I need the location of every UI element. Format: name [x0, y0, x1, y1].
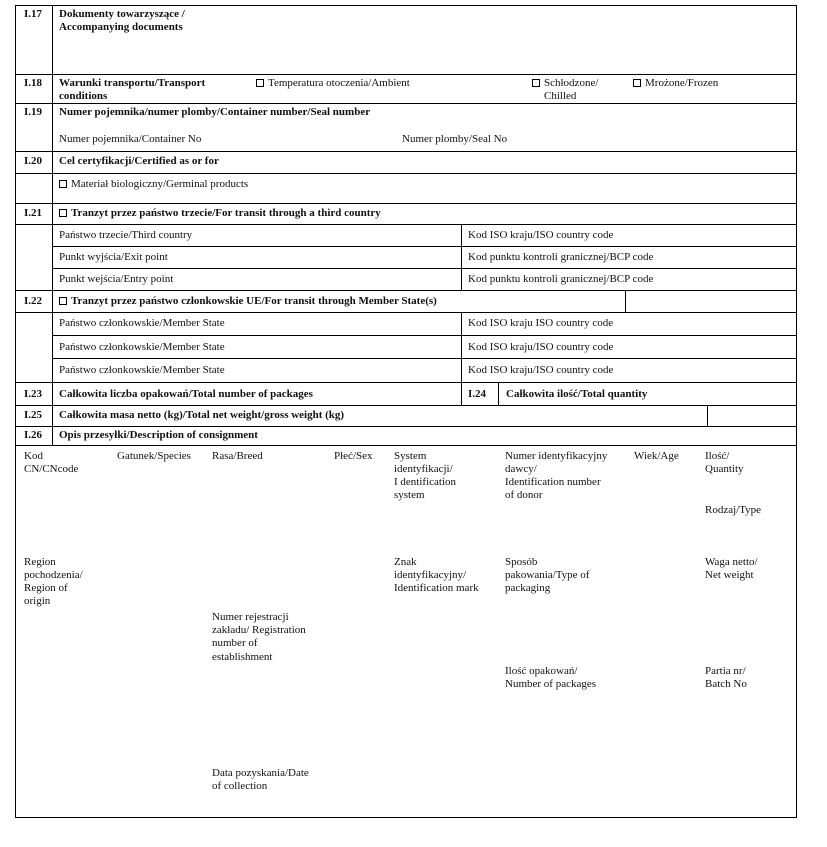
cn-code-header: CN/CNcode — [24, 463, 79, 475]
field-number: I.22 — [24, 295, 43, 307]
third-country-field[interactable]: Państwo trzecie/Third country — [59, 229, 193, 241]
divider — [15, 103, 797, 104]
field-title: Dokumenty towarzyszące / — [59, 8, 185, 20]
packaging-type-header: Sposób — [505, 556, 538, 568]
total-quantity-field[interactable]: Całkowita ilość/Total quantity — [506, 388, 648, 400]
field-title: conditions — [59, 90, 108, 102]
field-number: I.26 — [24, 429, 43, 441]
checkbox-icon — [59, 180, 67, 188]
divider — [15, 382, 797, 383]
quantity-header: Ilość/ — [705, 450, 730, 462]
column-divider — [461, 312, 462, 405]
identification-system-header: identyfikacji/ — [394, 463, 453, 475]
field-number: I.17 — [24, 8, 43, 20]
establishment-number-header: establishment — [212, 651, 273, 663]
divider — [15, 173, 797, 174]
option-label: Schłodzone/ — [544, 77, 599, 89]
collection-date-header: of collection — [212, 780, 268, 792]
region-origin-header: pochodzenia/ — [24, 569, 83, 581]
net-weight-header: Net weight — [705, 569, 754, 581]
checkbox-germinal-products[interactable] — [59, 178, 248, 191]
field-title: Tranzyt przez państwo trzecie/For transit through a third country — [71, 207, 381, 219]
member-state-field[interactable]: Państwo członkowskie/Member State — [59, 317, 225, 329]
divider — [15, 426, 797, 427]
iso-country-code-field[interactable]: Kod ISO kraju/ISO country code — [468, 364, 614, 376]
establishment-number-header: Numer rejestracji — [212, 611, 289, 623]
divider — [15, 151, 797, 152]
field-title: Opis przesyłki/Description of consignment — [59, 429, 258, 441]
divider — [52, 335, 797, 336]
field-number: I.24 — [468, 388, 487, 400]
entry-point-field[interactable]: Punkt wejścia/Entry point — [59, 273, 174, 285]
member-state-field[interactable]: Państwo członkowskie/Member State — [59, 341, 225, 353]
divider — [15, 224, 797, 225]
checkbox-icon — [532, 79, 540, 87]
iso-country-code-field[interactable]: Kod ISO kraju ISO country code — [468, 317, 614, 329]
divider — [15, 74, 797, 75]
field-number: I.20 — [24, 155, 43, 167]
quantity-header: Quantity — [705, 463, 744, 475]
divider — [15, 290, 797, 291]
checkbox-ambient[interactable] — [256, 77, 410, 90]
bcp-code-field[interactable]: Kod punktu kontroli granicznej/BCP code — [468, 273, 654, 285]
divider — [15, 405, 797, 406]
identification-system-header: System — [394, 450, 427, 462]
field-number: I.18 — [24, 77, 43, 89]
number-of-packages-header: Number of packages — [505, 678, 597, 690]
divider — [52, 268, 797, 269]
establishment-number-header: zakładu/ Registration — [212, 624, 306, 636]
checkbox-icon — [633, 79, 641, 87]
column-divider — [498, 382, 499, 405]
bcp-code-field[interactable]: Kod punktu kontroli granicznej/BCP code — [468, 251, 654, 263]
donor-id-header: Numer identyfikacyjny — [505, 450, 608, 462]
iso-country-code-field[interactable]: Kod ISO kraju/ISO country code — [468, 341, 614, 353]
identification-system-header: system — [394, 489, 425, 501]
total-packages-field[interactable]: Całkowita liczba opakowań/Total number of packages — [59, 388, 313, 400]
type-header: Rodzaj/Type — [705, 504, 762, 516]
checkbox-icon — [59, 297, 67, 305]
column-divider — [707, 405, 708, 426]
field-title: Cel certyfikacji/Certified as or for — [59, 155, 219, 167]
age-header: Wiek/Age — [634, 450, 679, 462]
total-weight-field[interactable]: Całkowita masa netto (kg)/Total net weight/gross weight (kg) — [59, 409, 345, 421]
field-number: I.23 — [24, 388, 43, 400]
divider — [52, 358, 797, 359]
field-number: I.19 — [24, 106, 43, 118]
identification-mark-header: Znak — [394, 556, 417, 568]
donor-id-header: Identification number — [505, 476, 601, 488]
identification-mark-header: Identification mark — [394, 582, 479, 594]
field-title: Warunki transportu/Transport — [59, 77, 206, 89]
option-label: Temperatura otoczenia/Ambient — [268, 77, 410, 89]
establishment-number-header: number of — [212, 637, 258, 649]
option-label: Chilled — [544, 90, 577, 102]
checkbox-icon — [59, 209, 67, 217]
net-weight-header: Waga netto/ — [705, 556, 758, 568]
divider — [15, 312, 797, 313]
field-number: I.25 — [24, 409, 43, 421]
seal-number-field[interactable]: Numer plomby/Seal No — [402, 133, 508, 145]
option-label: Materiał biologiczny/Germinal products — [71, 178, 249, 190]
breed-header: Rasa/Breed — [212, 450, 263, 462]
region-origin-header: Region — [24, 556, 56, 568]
divider — [15, 445, 797, 446]
exit-point-field[interactable]: Punkt wyjścia/Exit point — [59, 251, 168, 263]
divider — [52, 246, 797, 247]
collection-date-header: Data pozyskania/Date — [212, 767, 309, 779]
field-number: I.21 — [24, 207, 43, 219]
field-title: Accompanying documents — [59, 21, 183, 33]
donor-id-header: of donor — [505, 489, 543, 501]
column-divider — [461, 224, 462, 290]
batch-number-header: Partia nr/ — [705, 665, 746, 677]
cn-code-header: Kod — [24, 450, 43, 462]
member-state-field[interactable]: Państwo członkowskie/Member State — [59, 364, 225, 376]
field-title: Tranzyt przez państwo członkowskie UE/For transit through Member State(s) — [71, 295, 437, 307]
region-origin-header: origin — [24, 595, 51, 607]
region-origin-header: Region of — [24, 582, 68, 594]
checkbox-frozen[interactable] — [633, 77, 718, 90]
batch-number-header: Batch No — [705, 678, 747, 690]
number-column-divider — [52, 5, 53, 445]
sex-header: Płeć/Sex — [334, 450, 373, 462]
container-number-field[interactable]: Numer pojemnika/Container No — [59, 133, 202, 145]
option-label: Mrożone/Frozen — [645, 77, 719, 89]
species-header: Gatunek/Species — [117, 450, 191, 462]
checkbox-transit-member-state[interactable] — [59, 295, 437, 308]
identification-system-header: I dentification — [394, 476, 457, 488]
checkbox-icon — [256, 79, 264, 87]
number-of-packages-header: Ilość opakowań/ — [505, 665, 578, 677]
divider — [15, 203, 797, 204]
donor-id-header: dawcy/ — [505, 463, 537, 475]
field-title: Numer pojemnika/numer plomby/Container number/Seal number — [59, 106, 371, 118]
checkbox-chilled[interactable] — [532, 77, 598, 90]
packaging-type-header: packaging — [505, 582, 551, 594]
packaging-type-header: pakowania/Type of — [505, 569, 590, 581]
identification-mark-header: identyfikacyjny/ — [394, 569, 467, 581]
checkbox-transit-third-country[interactable] — [59, 207, 381, 220]
column-divider — [625, 290, 626, 312]
iso-country-code-field[interactable]: Kod ISO kraju/ISO country code — [468, 229, 614, 241]
